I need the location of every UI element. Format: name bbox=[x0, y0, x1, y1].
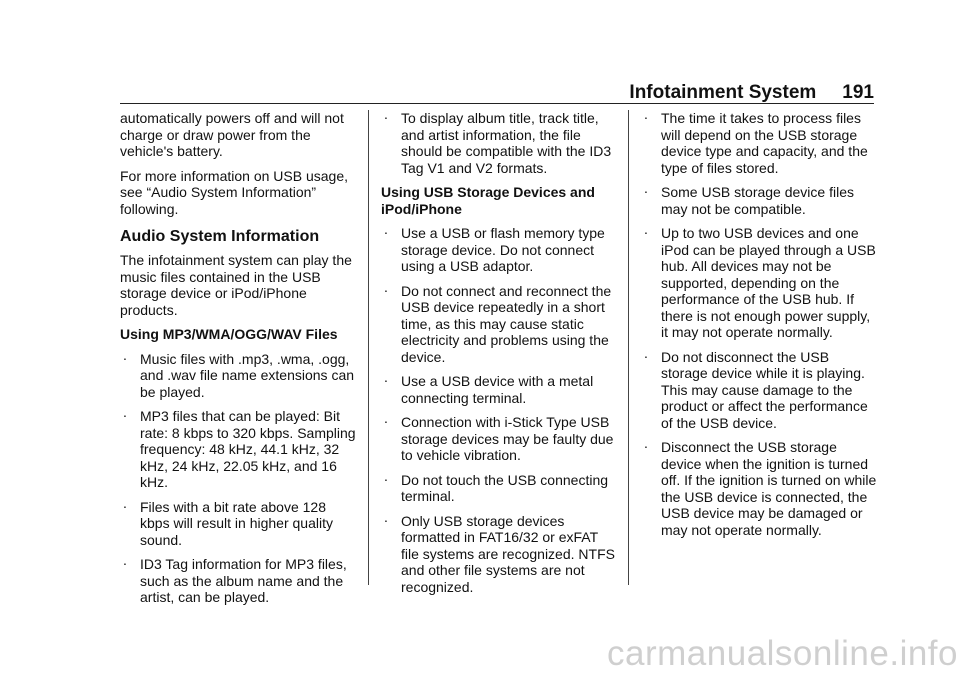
subheading: Using MP3/WMA/OGG/WAV Files bbox=[120, 326, 338, 342]
bullet-list bbox=[641, 110, 877, 538]
list-item: . Up to two USB devices and one iPod can be played through a USB hub. All devices may not be supported, depending on the performance of the USB hub. If there is not enough power supply, it may not operate normally. bbox=[641, 225, 877, 341]
page-header bbox=[629, 82, 874, 104]
column-2 bbox=[381, 110, 617, 603]
header-rule bbox=[120, 103, 874, 104]
list-item: . To display album title, track title, and artist information, the file should be compatible with the ID3 Tag V1 and V2 formats. bbox=[381, 110, 617, 176]
list-item: . MP3 files that can be played: Bit rate: 8 kbps to 320 kbps. Sampling frequency: 48 kHz, 44.1 kHz, 32 kHz, 24 kHz, 22.05 kHz, and 16 kHz. bbox=[120, 408, 356, 491]
list-item: . The time it takes to process files will depend on the USB storage device type and capacity, and the type of files stored. bbox=[641, 110, 877, 176]
list-item: . ID3 Tag information for MP3 files, such as the album name and the artist, can be played. bbox=[120, 556, 356, 606]
list-item: . Do not disconnect the USB storage device while it is playing. This may cause damage to the product or affect the performance of the USB device. bbox=[641, 349, 877, 432]
heading-paragraph: The infotainment system can play the music files contained in the USB storage device or iPod/iPhone products. bbox=[120, 252, 352, 318]
intro-paragraph: automatically powers off and will not charge or draw power from the vehicle's battery. bbox=[120, 110, 344, 159]
subheading: Using USB Storage Devices and iPod/iPhone bbox=[381, 184, 595, 217]
bullet-list bbox=[381, 225, 617, 595]
column-divider bbox=[368, 110, 369, 585]
section-title: Infotainment System bbox=[629, 82, 817, 103]
section-heading: Audio System Information bbox=[120, 228, 320, 245]
list-item: . Use a USB or flash memory type storage device. Do not connect using a USB adaptor. bbox=[381, 225, 617, 275]
list-item: . Use a USB device with a metal connecting terminal. bbox=[381, 373, 617, 406]
bullet-list bbox=[120, 351, 356, 606]
column-divider bbox=[628, 110, 629, 585]
list-item: . Only USB storage devices formatted in FAT16/32 or exFAT file systems are recognized. NTFS and other file systems are not recognized. bbox=[381, 513, 617, 596]
list-item: . Do not touch the USB connecting terminal. bbox=[381, 472, 617, 505]
column-1 bbox=[120, 110, 356, 614]
list-item: . Music files with .mp3, .wma, .ogg, and .wav file name extensions can be played. bbox=[120, 351, 356, 401]
list-item: . Disconnect the USB storage device when the ignition is turned off. If the ignition is turned on while the USB device is connected, the USB device may be damaged or may not operate normally. bbox=[641, 439, 877, 538]
list-item: . Connection with i-Stick Type USB storage devices may be faulty due to vehicle vibration. bbox=[381, 414, 617, 464]
page-number: 191 bbox=[842, 82, 874, 103]
list-item: . Files with a bit rate above 128 kbps will result in higher quality sound. bbox=[120, 499, 356, 549]
column-3 bbox=[641, 110, 877, 546]
list-item: . Some USB storage device files may not be compatible. bbox=[641, 184, 877, 217]
more-info-paragraph: For more information on USB usage, see “Audio System Information” following. bbox=[120, 167, 348, 217]
watermark: carmanualsonline.info bbox=[607, 634, 958, 673]
bullet-list bbox=[381, 110, 617, 176]
list-item: . Do not connect and reconnect the USB device repeatedly in a short time, as this may cause static electricity and problems using the device. bbox=[381, 283, 617, 366]
